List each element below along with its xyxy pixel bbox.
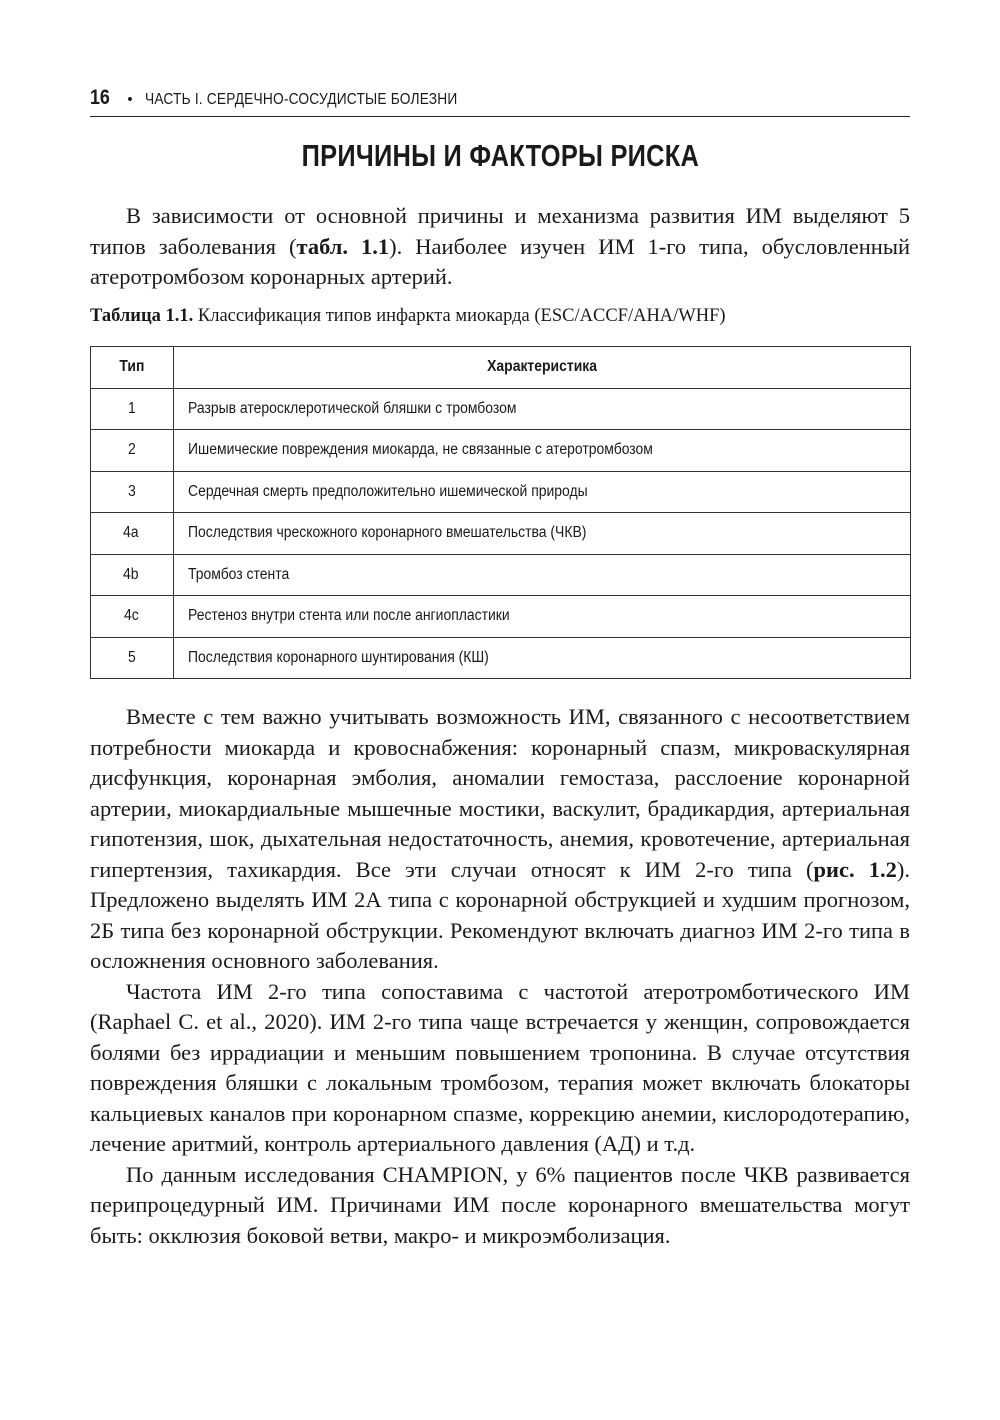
table-caption-label: Таблица 1.1. bbox=[90, 306, 194, 326]
cell-type: 4b bbox=[91, 554, 174, 596]
header-bullet: • bbox=[127, 91, 133, 108]
table-row bbox=[91, 471, 911, 513]
table-row bbox=[91, 596, 911, 638]
cell-type: 3 bbox=[91, 471, 174, 513]
table-caption bbox=[90, 306, 910, 327]
paragraph-type2-frequency: Частота ИМ 2-го типа сопоставима с частотой атеротромботического ИМ (Raphael C. et al., 2020). ИМ 2-го типа чаще встречается у женщин, сопровождается болями без иррадиации и меньшим повышением тропонина. В случае отсутствия повреждения бляшки с локальным тромбозом, терапия может включать блокаторы кальциевых каналов при коронарном спазме, коррекцию анемии, кислородотерапию, лечение аритмий, контроль артериального давления (АД) и т.д. bbox=[90, 978, 910, 1156]
cell-type: 5 bbox=[91, 637, 174, 679]
table-row bbox=[91, 430, 911, 472]
table-row bbox=[91, 513, 911, 555]
table-reference[interactable]: табл. 1.1 bbox=[296, 233, 390, 259]
cell-description: Сердечная смерть предположительно ишемической природы bbox=[174, 471, 911, 513]
header-type: Тип bbox=[91, 347, 174, 389]
table-row bbox=[91, 554, 911, 596]
cell-description: Разрыв атеросклеротической бляшки с тромбозом bbox=[174, 388, 911, 430]
running-header bbox=[90, 86, 910, 117]
cell-description: Рестеноз внутри стента или после ангиопластики bbox=[174, 596, 911, 638]
page-number: 16 bbox=[90, 86, 110, 109]
table-caption-text: Классификация типов инфаркта миокарда (ESC/ACCF/AHA/WHF) bbox=[197, 306, 726, 326]
section-title: ПРИЧИНЫ И ФАКТОРЫ РИСКА bbox=[301, 138, 699, 173]
cell-description: Ишемические повреждения миокарда, не связанные с атеротромбозом bbox=[174, 430, 911, 472]
figure-reference[interactable]: рис. 1.2 bbox=[813, 856, 897, 882]
paragraph-champion: По данным исследования CHAMPION, у 6% пациентов после ЧКВ развивается перипроцедурный ИМ. Причинами ИМ после коронарного вмешательства могут быть: окклюзия боковой ветви, макро- и микроэмболизация. bbox=[90, 1161, 910, 1248]
cell-type: 2 bbox=[91, 430, 174, 472]
table-header-row bbox=[91, 347, 911, 389]
table-row bbox=[91, 637, 911, 679]
cell-description: Последствия чрескожного коронарного вмешательства (ЧКВ) bbox=[174, 513, 911, 555]
cell-type: 4c bbox=[91, 596, 174, 638]
mi-types-table bbox=[90, 346, 911, 679]
part-title: ЧАСТЬ I. СЕРДЕЧНО-СОСУДИСТЫЕ БОЛЕЗНИ bbox=[144, 91, 458, 108]
header-characteristic: Характеристика bbox=[174, 347, 911, 389]
cell-description: Последствия коронарного шунтирования (КШ) bbox=[174, 637, 911, 679]
paragraph-type2-causes: Вместе с тем важно учитывать возможность ИМ, связанного с несоответствием потребности миокарда и кровоснабжения: коронарный спазм, микроваскулярная дисфункция, коронарная эмболия, аномалии гемостаза, расслоение коронарной артерии, миокардиальные мышечные мостики, васкулит, брадикардия, артериальная гипотензия, шок, дыхательная недостаточность, анемия, кровотечение, артериальная гипертензия, тахикардия. Все эти случаи относят к ИМ 2-го типа (рис. 1.2). Предложено выделять ИМ 2А типа с коронарной обструкцией и худшим прогнозом, 2Б типа без коронарной обструкции. Рекомендуют включать диагноз ИМ 2-го типа в осложнения основного заболевания. bbox=[90, 704, 910, 973]
cell-description: Тромбоз стента bbox=[174, 554, 911, 596]
cell-type: 1 bbox=[91, 388, 174, 430]
intro-paragraph: В зависимости от основной причины и механизма развития ИМ выделяют 5 типов заболевания (табл. 1.1). Наиболее изучен ИМ 1-го типа, обусловленный атеротромбозом коронарных артерий. bbox=[90, 203, 910, 289]
body-text bbox=[90, 702, 910, 1251]
cell-type: 4a bbox=[91, 513, 174, 555]
table-row bbox=[91, 388, 911, 430]
